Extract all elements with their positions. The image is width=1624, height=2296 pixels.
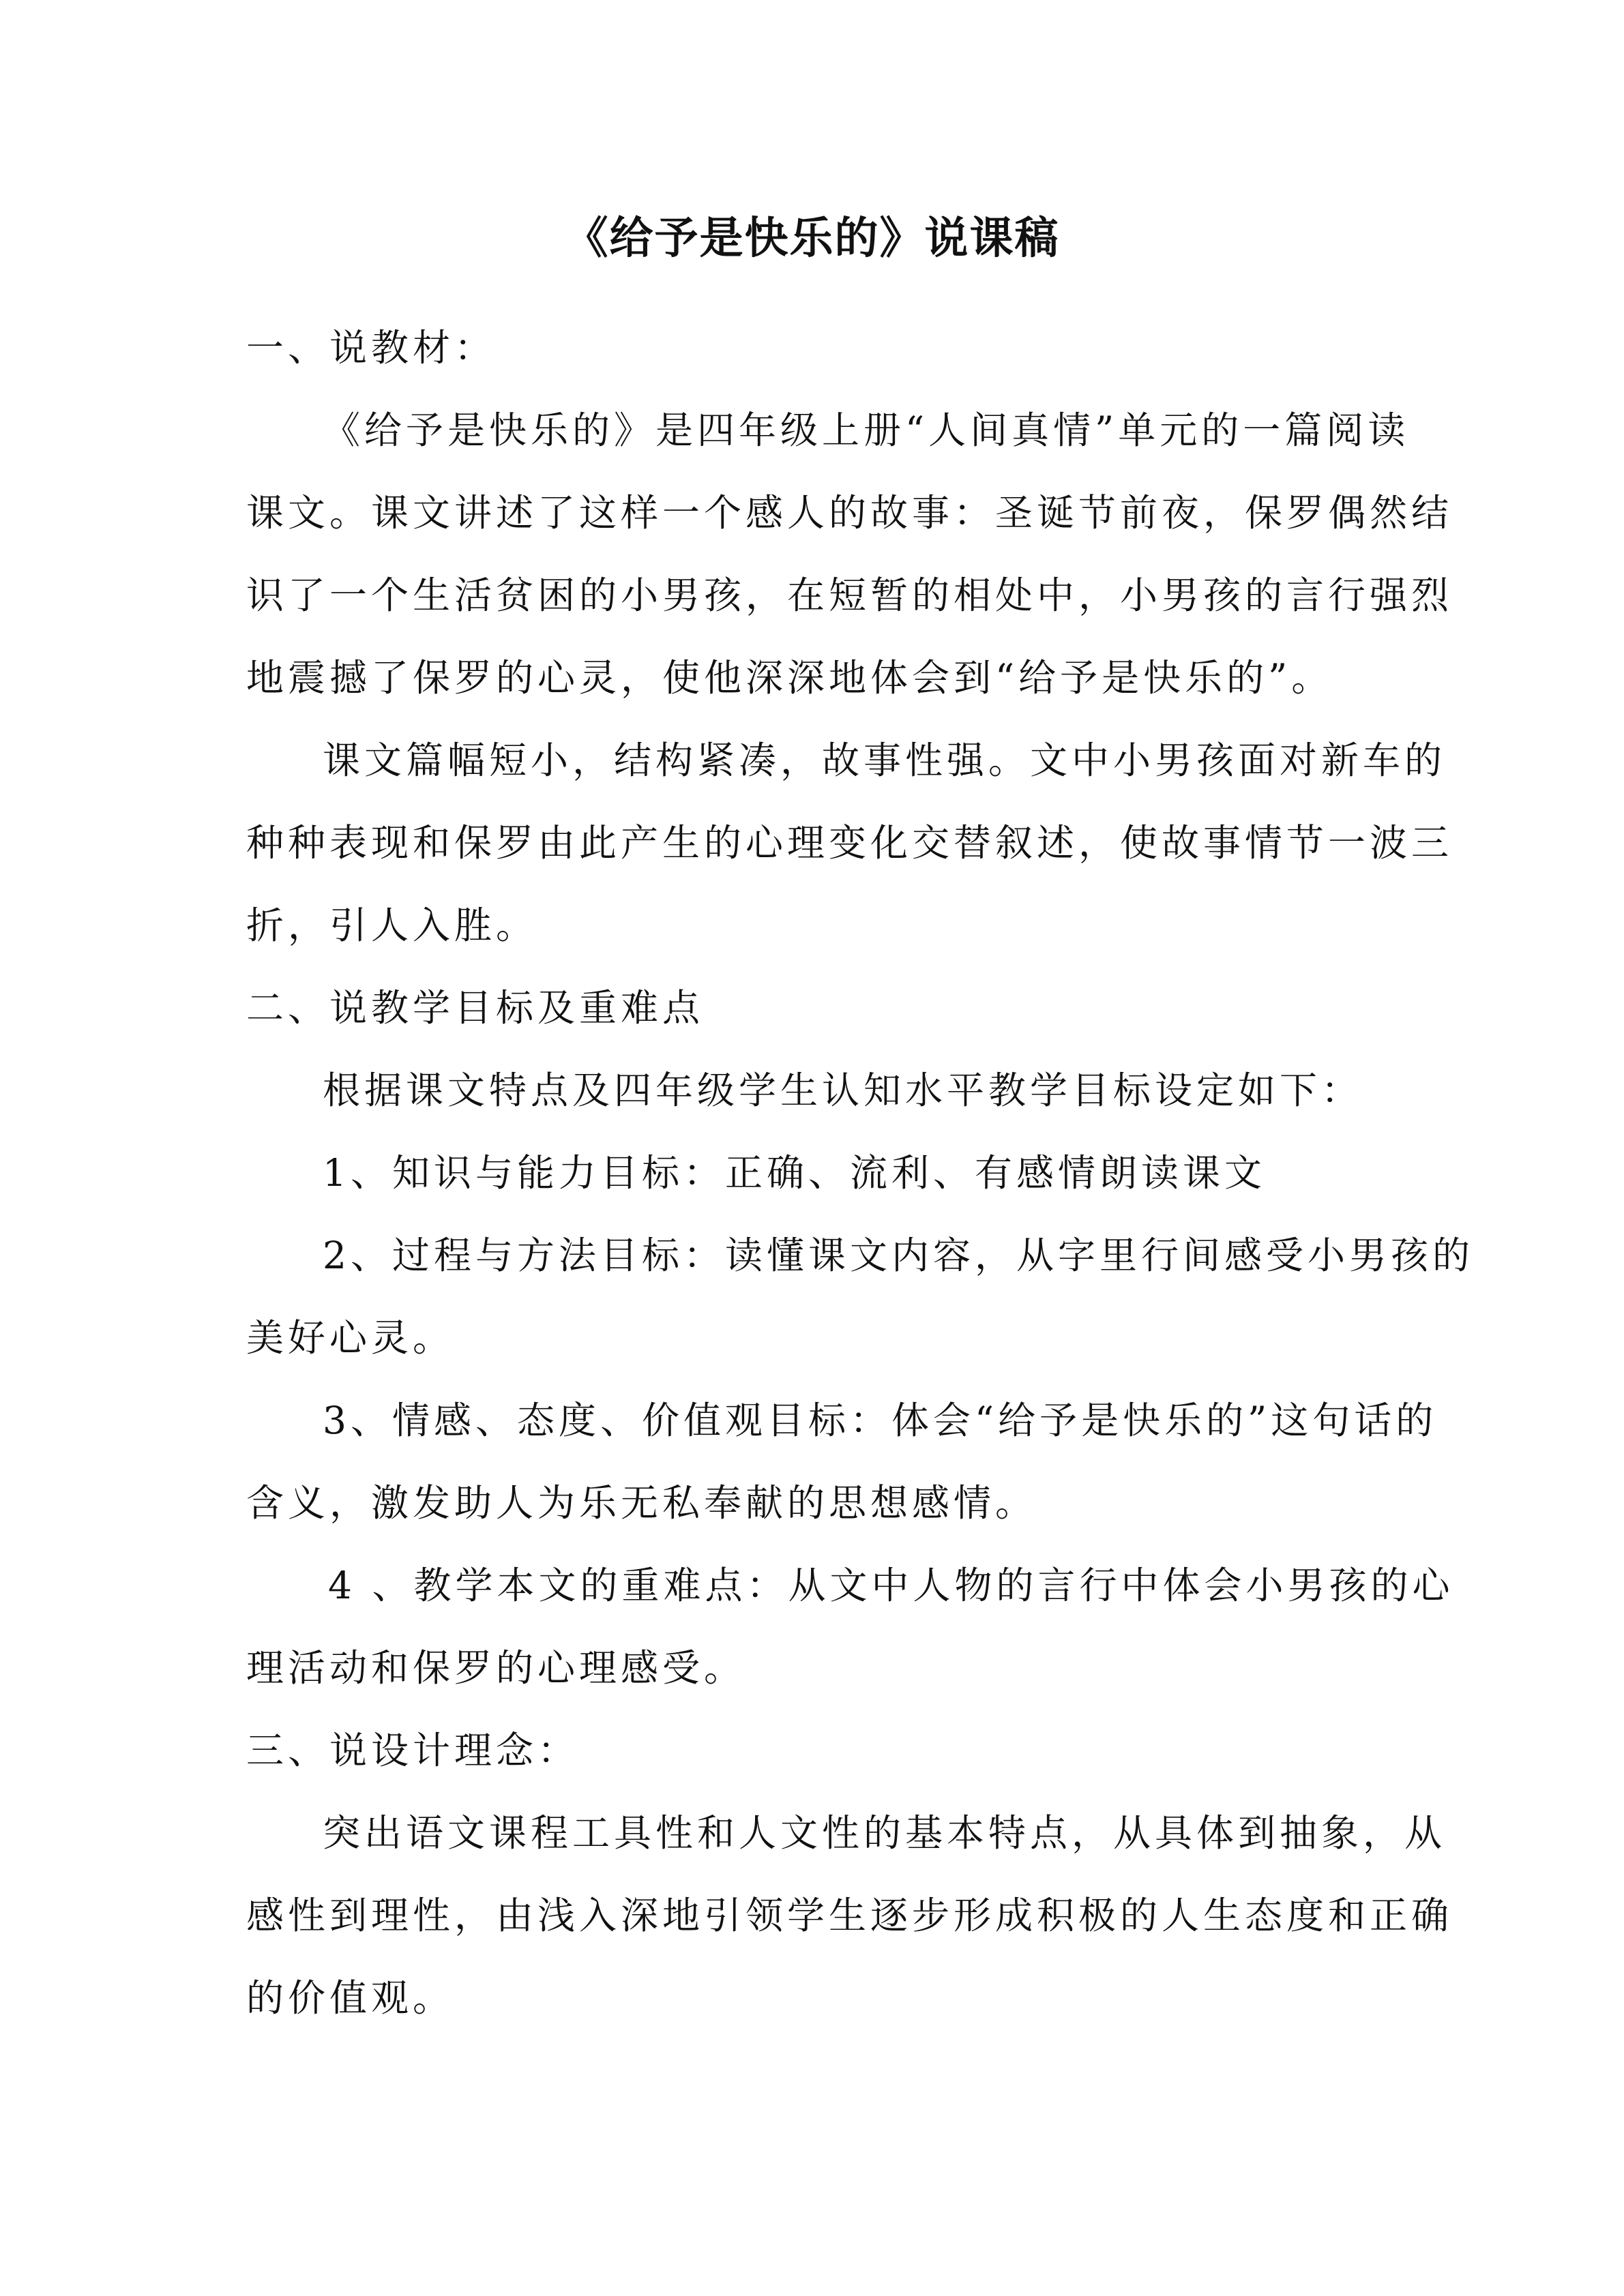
section-heading: 三、说设计理念： xyxy=(246,1729,580,1772)
paragraph-line: 课文。课文讲述了这样一个感人的故事：圣诞节前夜，保罗偶然结 xyxy=(246,491,1453,535)
paragraph-line: 2、过程与方法目标：读懂课文内容，从字里行间感受小男孩的 xyxy=(323,1234,1474,1277)
paragraph-line: 种种表现和保罗由此产生的心理变化交替叙述，使故事情节一波三 xyxy=(246,821,1453,865)
paragraph-line: 折，引人入胜。 xyxy=(246,904,538,947)
section-heading: 一、说教材： xyxy=(246,326,497,370)
paragraph-line: 突出语文课程工具性和人文性的基本特点，从具体到抽象，从 xyxy=(323,1811,1447,1855)
document-title: 《给予是快乐的》说课稿 xyxy=(564,213,1060,264)
section-heading: 二、说教学目标及重难点 xyxy=(246,986,705,1030)
paragraph-line: 识了一个生活贫困的小男孩，在短暂的相处中，小男孩的言行强烈 xyxy=(246,573,1453,617)
paragraph-line: 课文篇幅短小，结构紧凑，故事性强。文中小男孩面对新车的 xyxy=(323,739,1447,782)
paragraph-line: 1、知识与能力目标：正确、流利、有感情朗读课文 xyxy=(323,1151,1266,1195)
paragraph-line: 的价值观。 xyxy=(246,1976,455,2020)
paragraph-line: 地震撼了保罗的心灵，使他深深地体会到“给予是快乐的”。 xyxy=(246,656,1333,700)
paragraph-line: 感性到理性，由浅入深地引领学生逐步形成积极的人生态度和正确 xyxy=(246,1894,1453,1937)
paragraph-line: 理活动和保罗的心理感受。 xyxy=(246,1646,746,1690)
paragraph-line: 根据课文特点及四年级学生认知水平教学目标设定如下： xyxy=(323,1069,1363,1112)
paragraph-line: 4 、教学本文的重难点：从文中人物的言行中体会小男孩的心 xyxy=(328,1564,1454,1607)
paragraph-line: 《给予是快乐的》是四年级上册“人间真情”单元的一篇阅读 xyxy=(323,408,1410,452)
paragraph-line: 3、情感、态度、价值观目标：体会“给予是快乐的”这句话的 xyxy=(323,1399,1438,1442)
document-body xyxy=(246,307,1474,2040)
paragraph-line: 美好心灵。 xyxy=(246,1316,455,1360)
paragraph-line: 含义，激发助人为乐无私奉献的思想感情。 xyxy=(246,1481,1037,1525)
